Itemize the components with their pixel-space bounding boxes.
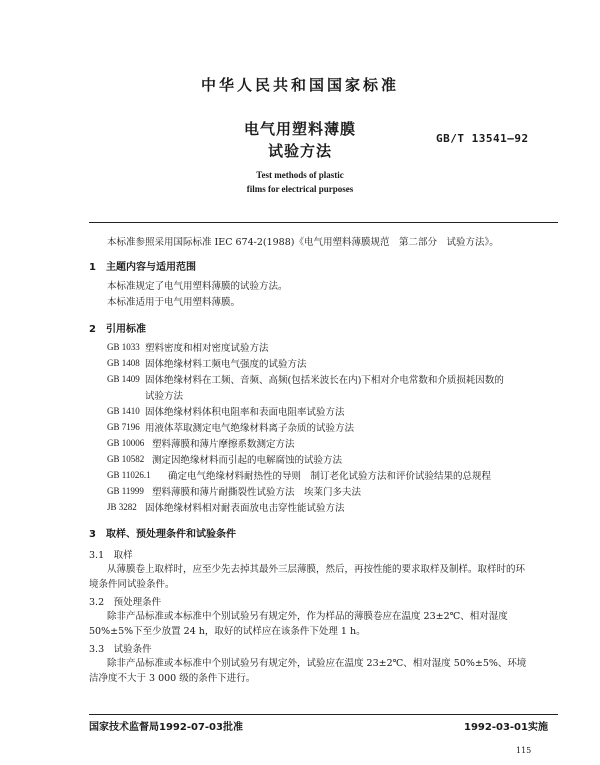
page-number: 115 xyxy=(516,746,532,755)
section-3-heading: 3 取样、预处理条件和试验条件 xyxy=(89,529,236,540)
country-standard-header: 中华人民共和国国家标准 xyxy=(200,76,399,94)
bottom-divider xyxy=(89,714,558,715)
section-3-3-heading: 3.3 试验条件 xyxy=(89,644,152,655)
section-3-2-heading: 3.2 预处理条件 xyxy=(89,597,162,608)
section-3-3-line: 除非产品标准或本标准中个别试验另有规定外，试验应在温度 23±2℃、相对湿度 50%±5%、环境 xyxy=(107,658,527,669)
ref-title: 塑料薄膜和薄片摩擦系数测定方法 xyxy=(152,439,295,450)
ref-code: GB 7196 xyxy=(107,422,140,432)
ref-title: 测定因绝缘材料而引起的电解腐蚀的试验方法 xyxy=(152,455,343,466)
title-en-line1: Test methods of plastic xyxy=(256,170,344,180)
standard-number: GB/T 13541—92 xyxy=(436,132,529,145)
section-1-heading: 1 主题内容与适用范围 xyxy=(89,262,196,273)
ref-title: 塑料薄膜和薄片耐撕裂性试验方法 埃莱门多夫法 xyxy=(152,487,362,498)
title-cn-line1: 电气用塑料薄膜 xyxy=(243,120,356,138)
intro-paragraph: 本标准参照采用国际标准 IEC 674-2(1988)《电气用塑料薄膜规范 第二部分 试验方法》。 xyxy=(107,237,499,248)
ref-title-continued: 试验方法 xyxy=(145,391,184,402)
ref-code: GB 10582 xyxy=(107,454,145,464)
ref-title: 固体绝缘材料在工频、音频、高频(包括米波长在内)下相对介电常数和介质损耗因数的 xyxy=(145,375,504,386)
section-3-2-line: 除非产品标准或本标准中个别试验另有规定外，作为样品的薄膜卷应在温度 23±2℃、相对湿度 xyxy=(107,611,508,622)
section-3-1-line: 境条件同试验条件。 xyxy=(89,579,175,590)
ref-code: GB 1408 xyxy=(107,358,140,368)
section-3-2-line: 50%±5%下至少放置 24 h，取好的试样应在该条件下处理 1 h。 xyxy=(89,626,366,637)
ref-title: 固体绝缘材料工频电气强度的试验方法 xyxy=(145,359,307,370)
ref-code: JB 3282 xyxy=(107,502,137,512)
approval-date: 国家技术监督局1992-07-03批准 xyxy=(89,722,243,733)
implementation-date: 1992-03-01实施 xyxy=(464,722,548,733)
top-divider xyxy=(89,222,558,223)
ref-title: 固体绝缘材料体积电阻率和表面电阻率试验方法 xyxy=(145,407,345,418)
section-3-1-line: 从薄膜卷上取样时，应至少先去掉其最外三层薄膜，然后，再按性能的要求取样及制样。取样时的环 xyxy=(107,564,526,575)
section-2-heading: 2 引用标准 xyxy=(89,324,146,335)
title-cn-line2: 试验方法 xyxy=(267,142,332,160)
section-1-line: 本标准适用于电气用塑料薄膜。 xyxy=(107,297,241,308)
ref-code: GB 10006 xyxy=(107,438,145,448)
ref-title: 塑料密度和相对密度试验方法 xyxy=(145,343,269,354)
ref-code: GB 1410 xyxy=(107,406,140,416)
ref-title: 用液体萃取测定电气绝缘材料离子杂质的试验方法 xyxy=(145,423,355,434)
section-3-1-heading: 3.1 取样 xyxy=(89,550,133,561)
title-en-line2: films for electrical purposes xyxy=(246,184,354,194)
ref-code: GB 11026.1 xyxy=(107,470,151,480)
ref-code: GB 1409 xyxy=(107,374,140,384)
ref-code: GB 1033 xyxy=(107,342,140,352)
section-3-3-line: 洁净度不大于 3 000 级的条件下进行。 xyxy=(89,673,256,684)
ref-code: GB 11999 xyxy=(107,486,144,496)
ref-title: 固体绝缘材料相对耐表面放电击穿性能试验方法 xyxy=(145,503,345,514)
ref-title: 确定电气绝缘材料耐热性的导则 制订老化试验方法和评价试验结果的总规程 xyxy=(168,471,492,482)
section-1-line: 本标准规定了电气用塑料薄膜的试验方法。 xyxy=(107,281,288,292)
